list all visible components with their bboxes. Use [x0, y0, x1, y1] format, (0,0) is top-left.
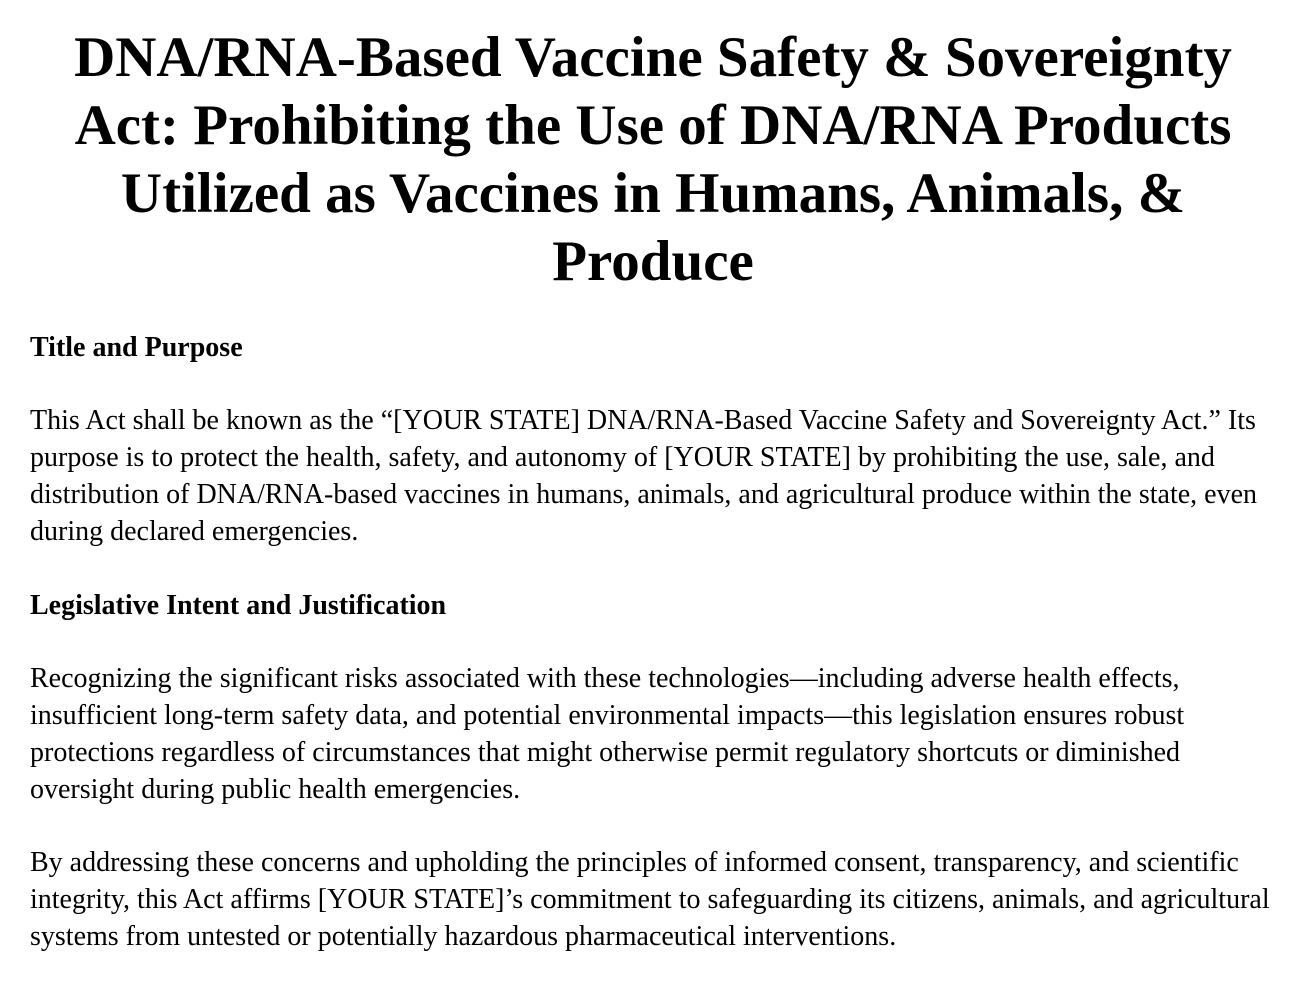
- section-heading-title-and-purpose: Title and Purpose: [30, 332, 243, 363]
- paragraph-legislative-intent-2: By addressing these concerns and upholding the principles of informed consent, transparency, and scientific integrity, this Act affirms [YOUR STATE]’s commitment to safeguarding its citizens, animals, and agricultural systems from untested or potentially hazardous pharmaceutical interventions.: [30, 847, 1270, 952]
- document-title: DNA/RNA-Based Vaccine Safety & Sovereignty Act: Prohibiting the Use of DNA/RNA Products Utilized as Vaccines in Humans, Animals, & Produce: [74, 26, 1232, 293]
- paragraph-legislative-intent-1: Recognizing the significant risks associated with these technologies—including adverse health effects, insufficient long-term safety data, and potential environmental impacts—this legislation ensures robust protections regardless of circumstances that might otherwise permit regulatory shortcuts or diminished oversight during public health emergencies.: [30, 663, 1185, 805]
- paragraph-title-and-purpose: This Act shall be known as the “[YOUR STATE] DNA/RNA-Based Vaccine Safety and Sovereignty Act.” Its purpose is to protect the health, safety, and autonomy of [YOUR STATE] by prohibiting the use, sale, and distribution of DNA/RNA-based vaccines in humans, animals, and agricultural produce within the state, even during declared emergencies.: [30, 405, 1258, 547]
- section-heading-legislative-intent: Legislative Intent and Justification: [30, 590, 447, 621]
